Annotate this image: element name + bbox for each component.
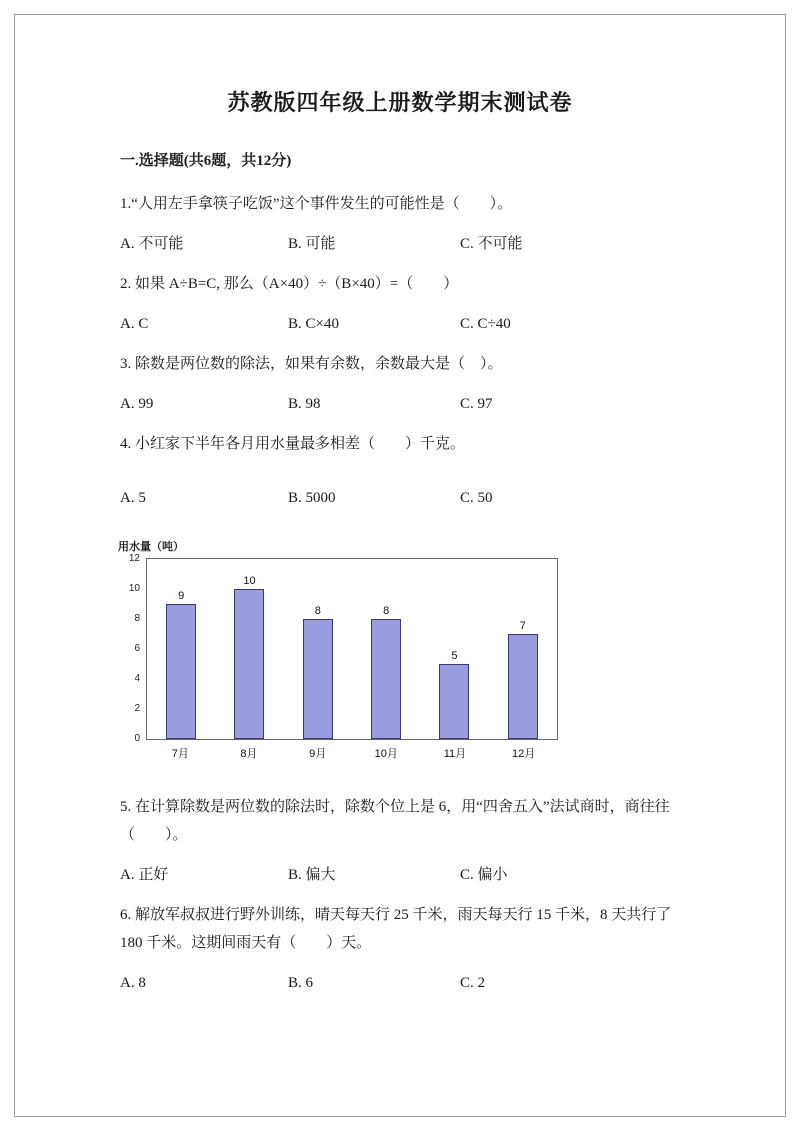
bar-value-label: 8: [314, 605, 321, 617]
question-3: [120, 350, 680, 418]
question-text: 4. 小红家下半年各月用水量最多相差（ ）千克。: [120, 436, 466, 452]
y-tick-label: 4: [134, 673, 140, 684]
chart-y-axis-title: 用水量（吨）: [118, 541, 184, 553]
chart-y-axis: [116, 553, 146, 744]
question-options: [120, 230, 680, 258]
bar-slot: [147, 590, 215, 739]
option-a: A. 不可能: [120, 236, 184, 252]
page-title: 苏教版四年级上册数学期末测试卷: [227, 90, 573, 115]
question-options: [120, 390, 680, 418]
chart-x-axis: [146, 745, 558, 761]
bar-8月: [234, 589, 264, 739]
question-5: [120, 793, 680, 889]
option-b: B. 98: [288, 396, 321, 412]
option-a: A. 正好: [120, 867, 169, 883]
y-tick-label: 6: [134, 643, 140, 654]
x-axis-label: 10月: [374, 748, 398, 760]
water-usage-bar-chart: [116, 538, 562, 761]
bar-slot: [420, 650, 488, 739]
option-b: B. 可能: [288, 236, 336, 252]
bar-10月: [371, 619, 401, 739]
question-4: [120, 430, 680, 512]
question-1: [120, 190, 680, 258]
option-c: C. C÷40: [460, 316, 511, 332]
x-axis-label: 11月: [443, 748, 467, 760]
chart-x-axis-row: [116, 740, 562, 761]
y-tick-label: 0: [134, 733, 140, 744]
y-tick-label: 2: [134, 703, 140, 714]
question-2: [120, 270, 680, 338]
question-text: 5. 在计算除数是两位数的除法时，除数个位上是 6，用“四舍五入”法试商时，商往往（ ）。: [120, 799, 670, 843]
bar-value-label: 9: [178, 590, 185, 602]
bar-value-label: 7: [519, 620, 526, 632]
option-c: C. 2: [460, 975, 486, 991]
bar-9月: [303, 619, 333, 739]
bar-value-label: 10: [243, 575, 256, 587]
bar-slot: [215, 575, 283, 739]
option-a: A. 5: [120, 490, 146, 506]
question-text: 6. 解放军叔叔进行野外训练，晴天每天行 25 千米，雨天每天行 15 千米，8 天共行了 180 千米。这期间雨天有（ ）天。: [120, 907, 672, 951]
option-c: C. 偏小: [460, 867, 508, 883]
option-c: C. 97: [460, 396, 493, 412]
option-a: A. C: [120, 316, 149, 332]
option-a: A. 99: [120, 396, 154, 412]
chart-axis-spacer: [116, 740, 146, 761]
y-tick-label: 12: [128, 553, 140, 564]
option-a: A. 8: [120, 975, 146, 991]
question-options: [120, 484, 680, 512]
bar-value-label: 8: [383, 605, 390, 617]
option-b: B. 偏大: [288, 867, 336, 883]
option-c: C. 不可能: [460, 236, 523, 252]
question-text: 2. 如果 A÷B=C, 那么（A×40）÷（B×40）=（ ）: [120, 276, 459, 292]
option-b: B. 6: [288, 975, 314, 991]
bar-11月: [439, 664, 469, 739]
option-b: B. C×40: [288, 316, 339, 332]
bar-slot: [284, 605, 352, 739]
question-6: [120, 901, 680, 997]
y-tick-label: 8: [134, 613, 140, 624]
chart-body: [116, 553, 562, 744]
x-axis-label: 8月: [240, 748, 258, 760]
y-tick-label: 10: [128, 583, 140, 594]
questions-group-1: [120, 190, 680, 512]
bar-value-label: 5: [451, 650, 458, 662]
question-text: 1.“人用左手拿筷子吃饭”这个事件发生的可能性是（ ）。: [120, 196, 513, 212]
questions-group-2: [120, 793, 680, 997]
chart-plot-area: [146, 558, 558, 740]
bar-7月: [166, 604, 196, 739]
question-text: 3. 除数是两位数的除法，如果有余数，余数最大是（ ）。: [120, 356, 503, 372]
bar-12月: [508, 634, 538, 739]
option-b: B. 5000: [288, 490, 336, 506]
x-axis-label: 12月: [511, 748, 536, 760]
section-heading: 一.选择题(共6题，共12分): [120, 153, 292, 169]
x-axis-label: 7月: [171, 748, 189, 760]
x-axis-label: 9月: [309, 748, 327, 760]
bar-slot: [352, 605, 420, 739]
option-c: C. 50: [460, 490, 493, 506]
bar-slot: [489, 620, 557, 739]
question-options: [120, 310, 680, 338]
question-options: [120, 969, 680, 997]
question-options: [120, 861, 680, 889]
